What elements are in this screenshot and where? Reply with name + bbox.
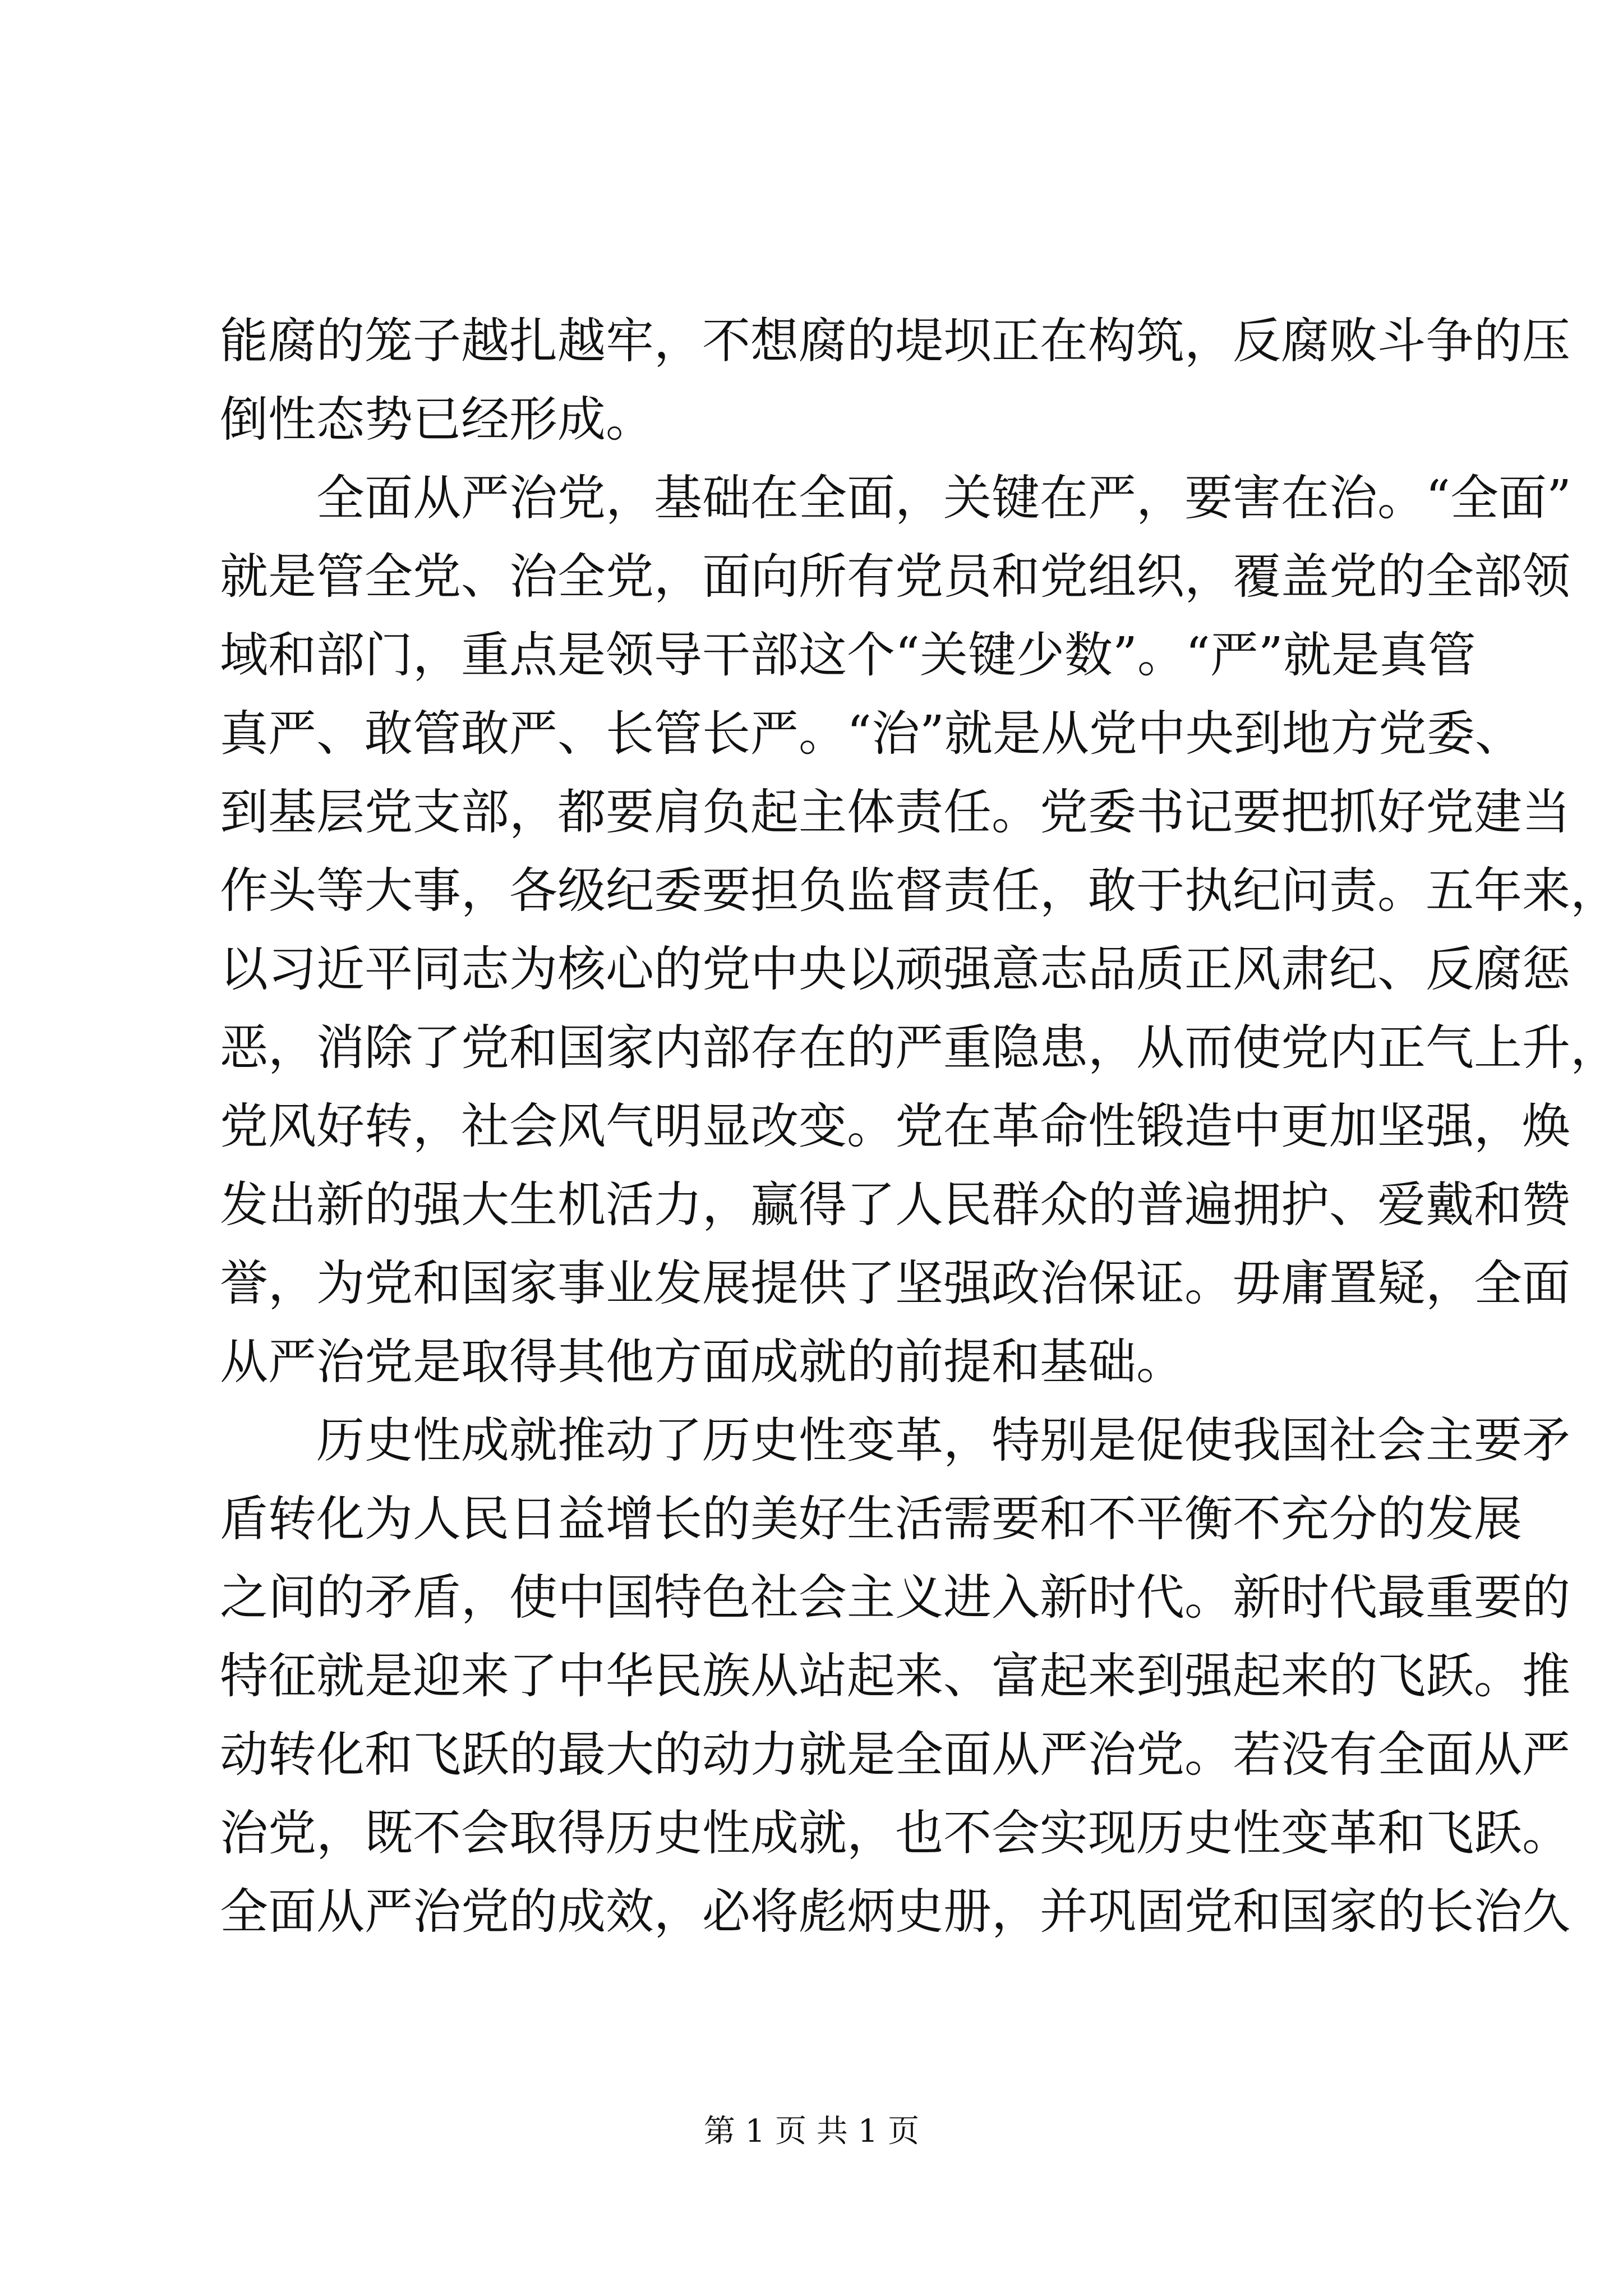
page-footer: 第 1 页 共 1 页 [703, 2113, 920, 2150]
text-line: 特征就是迎来了中华民族从站起来、富起来到强起来的飞跃。推 [220, 1648, 1570, 1704]
text-line: 倒性态势已经形成。 [220, 392, 654, 448]
document-body [220, 302, 1619, 1951]
text-line: 域和部门，重点是领导干部这个“关键少数”。“严”就是真管 [220, 627, 1476, 683]
text-line: 以习近平同志为核心的党中央以顽强意志品质正风肃纪、反腐惩 [220, 941, 1570, 997]
text-line: 之间的矛盾，使中国特色社会主义进入新时代。新时代最重要的 [220, 1570, 1570, 1626]
text-line: 党风好转，社会风气明显改变。党在革命性锻造中更加坚强，焕 [220, 1098, 1570, 1154]
paragraph [220, 1401, 1570, 1951]
text-line: 盾转化为人民日益增长的美好生活需要和不平衡不充分的发展 [220, 1491, 1522, 1547]
text-line: 治党，既不会取得历史性成就，也不会实现历史性变革和飞跃。 [220, 1805, 1570, 1861]
text-line: 恶，消除了党和国家内部存在的严重隐患，从而使党内正气上升， [220, 1020, 1619, 1076]
text-line: 誉，为党和国家事业发展提供了坚强政治保证。毋庸置疑，全面 [220, 1255, 1570, 1312]
text-line: 全面从严治党，基础在全面，关键在严，要害在治。“全面” [316, 470, 1571, 526]
text-line: 全面从严治党的成效，必将彪炳史册，并巩固党和国家的长治久 [220, 1884, 1570, 1940]
text-line: 到基层党支部，都要肩负起主体责任。党委书记要把抓好党建当 [220, 784, 1570, 840]
text-line: 发出新的强大生机活力，赢得了人民群众的普遍拥护、爱戴和赞 [220, 1177, 1570, 1233]
text-line: 历史性成就推动了历史性变革，特别是促使我国社会主要矛 [316, 1412, 1570, 1469]
text-line: 从严治党是取得其他方面成就的前提和基础。 [220, 1334, 1184, 1390]
text-line: 就是管全党、治全党，面向所有党员和党组织，覆盖党的全部领 [220, 549, 1570, 605]
text-line: 动转化和飞跃的最大的动力就是全面从严治党。若没有全面从严 [220, 1727, 1570, 1783]
paragraph [220, 459, 1619, 1401]
text-line: 作头等大事，各级纪委要担负监督责任，敢于执纪问责。五年来， [220, 863, 1619, 919]
paragraph [220, 302, 1570, 459]
text-line: 真严、敢管敢严、长管长严。“治”就是从党中央到地方党委、 [220, 706, 1523, 762]
text-line: 能腐的笼子越扎越牢，不想腐的堤坝正在构筑，反腐败斗争的压 [220, 313, 1570, 369]
